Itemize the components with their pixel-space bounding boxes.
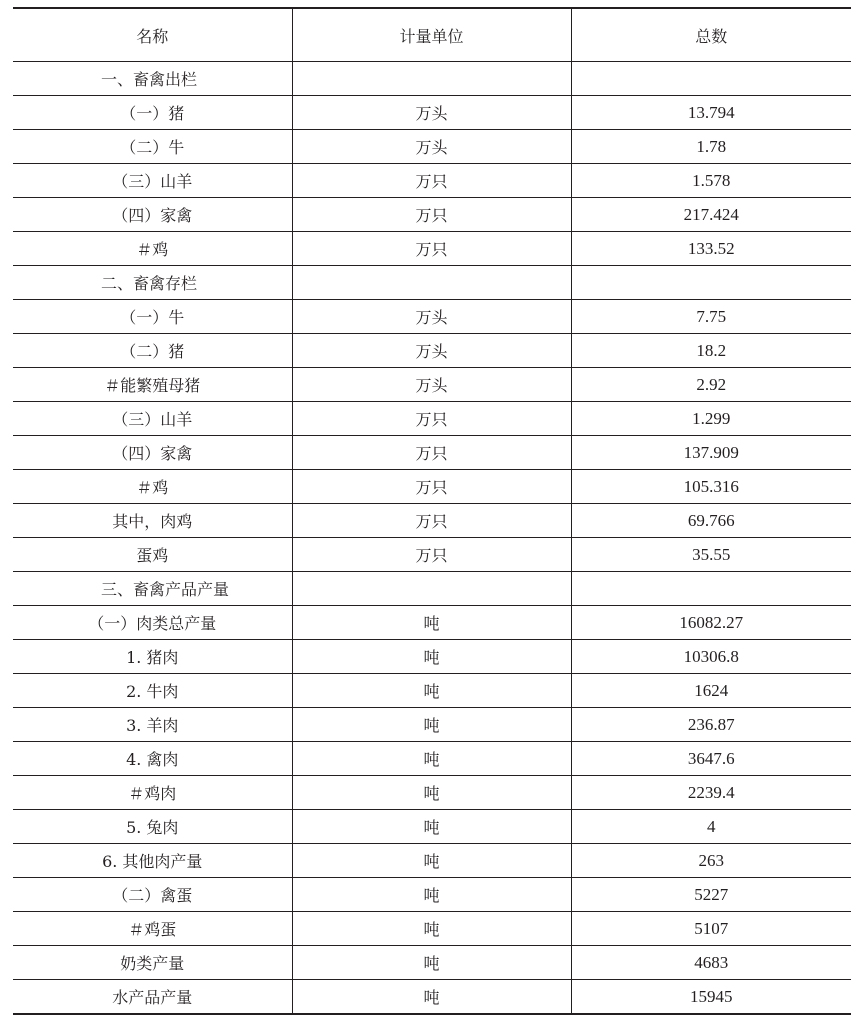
cell-unit: 万只 xyxy=(292,164,571,198)
cell-name: （四）家禽 xyxy=(13,436,292,470)
table-row xyxy=(13,708,851,742)
cell-unit: 万头 xyxy=(292,300,571,334)
cell-name: 奶类产量 xyxy=(13,946,292,980)
table-row xyxy=(13,164,851,198)
table-row xyxy=(13,402,851,436)
section-row xyxy=(13,266,851,300)
table-row xyxy=(13,878,851,912)
table-row xyxy=(13,606,851,640)
section-row xyxy=(13,62,851,96)
cell-name: （二）禽蛋 xyxy=(13,878,292,912)
cell-unit: 万只 xyxy=(292,402,571,436)
cell-name: （一）牛 xyxy=(13,300,292,334)
cell-name: 3. 羊肉 xyxy=(13,708,292,742)
cell-unit: 万只 xyxy=(292,538,571,572)
cell-unit: 吨 xyxy=(292,912,571,946)
table-row xyxy=(13,300,851,334)
cell-unit: 万头 xyxy=(292,368,571,402)
cell-unit: 万只 xyxy=(292,504,571,538)
cell-unit: 吨 xyxy=(292,776,571,810)
table-row xyxy=(13,436,851,470)
cell-name: ＃鸡 xyxy=(13,470,292,504)
cell-name: 5. 兔肉 xyxy=(13,810,292,844)
cell-unit: 万头 xyxy=(292,130,571,164)
cell-unit: 吨 xyxy=(292,674,571,708)
section-row xyxy=(13,572,851,606)
table-row xyxy=(13,674,851,708)
cell-total: 4683 xyxy=(571,946,851,980)
cell-name: ＃能繁殖母猪 xyxy=(13,368,292,402)
table-row xyxy=(13,776,851,810)
table-row xyxy=(13,980,851,1015)
table-row xyxy=(13,470,851,504)
cell-total: 217.424 xyxy=(571,198,851,232)
cell-unit: 万只 xyxy=(292,436,571,470)
table-header xyxy=(13,8,851,62)
cell-total: 69.766 xyxy=(571,504,851,538)
table-row xyxy=(13,844,851,878)
table-row xyxy=(13,912,851,946)
cell-total: 4 xyxy=(571,810,851,844)
cell-name: 蛋鸡 xyxy=(13,538,292,572)
livestock-statistics-table xyxy=(13,7,851,1015)
table-body xyxy=(13,62,851,1015)
cell-total xyxy=(571,266,851,300)
cell-total: 137.909 xyxy=(571,436,851,470)
table-row xyxy=(13,538,851,572)
cell-total: 10306.8 xyxy=(571,640,851,674)
cell-name: ＃鸡肉 xyxy=(13,776,292,810)
cell-name: 6. 其他肉产量 xyxy=(13,844,292,878)
cell-total: 1.78 xyxy=(571,130,851,164)
cell-unit: 吨 xyxy=(292,742,571,776)
cell-total: 2.92 xyxy=(571,368,851,402)
cell-total: 7.75 xyxy=(571,300,851,334)
cell-unit: 万只 xyxy=(292,198,571,232)
cell-total: 5107 xyxy=(571,912,851,946)
cell-unit: 吨 xyxy=(292,844,571,878)
table-row xyxy=(13,368,851,402)
cell-name: （二）牛 xyxy=(13,130,292,164)
cell-unit xyxy=(292,572,571,606)
cell-total: 13.794 xyxy=(571,96,851,130)
column-header-unit: 计量单位 xyxy=(292,8,571,62)
cell-unit: 吨 xyxy=(292,878,571,912)
cell-unit: 万只 xyxy=(292,470,571,504)
cell-name: （三）山羊 xyxy=(13,164,292,198)
cell-name: ＃鸡 xyxy=(13,232,292,266)
cell-total: 5227 xyxy=(571,878,851,912)
table-row xyxy=(13,810,851,844)
cell-name: （一）猪 xyxy=(13,96,292,130)
cell-unit: 吨 xyxy=(292,980,571,1015)
table-row xyxy=(13,96,851,130)
cell-total: 35.55 xyxy=(571,538,851,572)
cell-name: 2. 牛肉 xyxy=(13,674,292,708)
cell-total xyxy=(571,572,851,606)
table-row xyxy=(13,130,851,164)
cell-total: 263 xyxy=(571,844,851,878)
table-row xyxy=(13,198,851,232)
cell-name: （一）肉类总产量 xyxy=(13,606,292,640)
cell-name: 三、畜禽产品产量 xyxy=(13,572,292,606)
cell-name: 其中，肉鸡 xyxy=(13,504,292,538)
table-row xyxy=(13,640,851,674)
cell-total: 1624 xyxy=(571,674,851,708)
cell-total: 3647.6 xyxy=(571,742,851,776)
cell-unit: 吨 xyxy=(292,946,571,980)
cell-unit: 吨 xyxy=(292,708,571,742)
table-row xyxy=(13,504,851,538)
cell-unit: 万头 xyxy=(292,334,571,368)
cell-name: 1. 猪肉 xyxy=(13,640,292,674)
cell-name: 水产品产量 xyxy=(13,980,292,1015)
cell-total: 105.316 xyxy=(571,470,851,504)
cell-total xyxy=(571,62,851,96)
cell-total: 1.299 xyxy=(571,402,851,436)
table-row xyxy=(13,742,851,776)
header-row xyxy=(13,8,851,62)
cell-total: 18.2 xyxy=(571,334,851,368)
cell-name: ＃鸡蛋 xyxy=(13,912,292,946)
cell-unit xyxy=(292,266,571,300)
column-header-total: 总数 xyxy=(571,8,851,62)
cell-total: 15945 xyxy=(571,980,851,1015)
cell-name: 二、畜禽存栏 xyxy=(13,266,292,300)
cell-total: 1.578 xyxy=(571,164,851,198)
cell-total: 2239.4 xyxy=(571,776,851,810)
cell-total: 236.87 xyxy=(571,708,851,742)
cell-name: 4. 禽肉 xyxy=(13,742,292,776)
cell-unit: 万只 xyxy=(292,232,571,266)
cell-name: 一、畜禽出栏 xyxy=(13,62,292,96)
cell-name: （三）山羊 xyxy=(13,402,292,436)
cell-name: （二）猪 xyxy=(13,334,292,368)
cell-unit: 吨 xyxy=(292,606,571,640)
table-row xyxy=(13,334,851,368)
cell-unit: 吨 xyxy=(292,810,571,844)
cell-unit xyxy=(292,62,571,96)
cell-name: （四）家禽 xyxy=(13,198,292,232)
cell-unit: 吨 xyxy=(292,640,571,674)
table-row xyxy=(13,232,851,266)
cell-unit: 万头 xyxy=(292,96,571,130)
cell-total: 133.52 xyxy=(571,232,851,266)
column-header-name: 名称 xyxy=(13,8,292,62)
table-row xyxy=(13,946,851,980)
cell-total: 16082.27 xyxy=(571,606,851,640)
